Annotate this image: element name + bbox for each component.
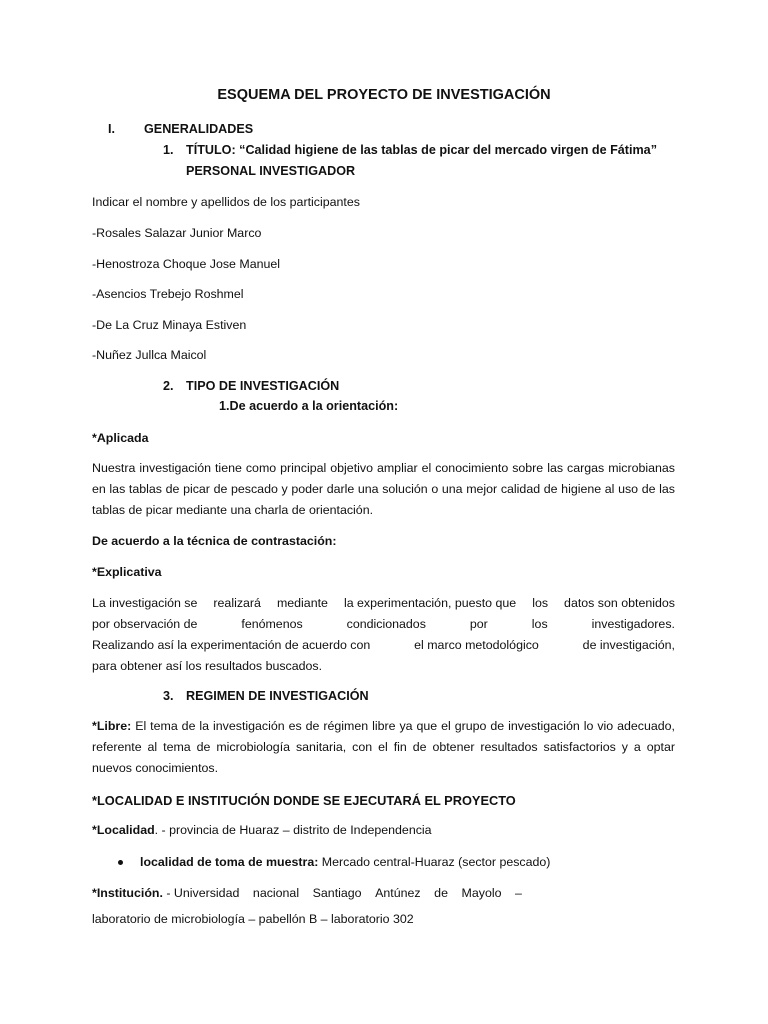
word: investigadores. [591, 617, 675, 631]
label-explicativa: *Explicativa [92, 565, 162, 579]
word: por observación de [92, 617, 198, 631]
word: Realizando así la experimentación de acuerdo con [92, 638, 371, 652]
participant-item: -Henostroza Choque Jose Manuel [92, 257, 281, 271]
word: Antúnez [375, 886, 421, 900]
word: el marco metodológico [414, 638, 539, 652]
word: de [434, 886, 448, 900]
heading-localidad-institucion: *LOCALIDAD E INSTITUCIÓN DONDE SE EJECUTARÁ EL PROYECTO [92, 793, 516, 808]
label-libre: *Libre: [92, 719, 132, 733]
paragraph-line [92, 596, 675, 610]
institucion-line-2: laboratorio de microbiología – pabellón B – laboratorio 302 [92, 912, 414, 926]
item-number-1: 1. [163, 143, 174, 157]
paragraph-line [92, 617, 675, 631]
label-institucion: *Institución. [92, 886, 163, 900]
word: Santiago [312, 886, 362, 900]
word: realizará [213, 596, 261, 610]
localidad-text: . - provincia de Huaraz – distrito de Independencia [154, 823, 432, 837]
page-title: ESQUEMA DEL PROYECTO DE INVESTIGACIÓN [217, 87, 551, 103]
participant-item: -De La Cruz Minaya Estiven [92, 318, 247, 332]
bullet-icon [118, 860, 123, 865]
word: nacional [252, 886, 300, 900]
label-localidad: *Localidad [92, 823, 155, 837]
word: – [515, 886, 522, 900]
word: de investigación, [582, 638, 675, 652]
item-number-2: 2. [163, 379, 174, 393]
paragraph-line-last: para obtener así los resultados buscados. [92, 659, 323, 673]
item-number-3: 3. [163, 689, 174, 703]
subheading-contrastacion: De acuerdo a la técnica de contrastación: [92, 534, 337, 548]
word: datos son obtenidos [564, 596, 675, 610]
paragraph-line [92, 638, 675, 652]
libre-text: El tema de la investigación es de régimen libre ya que el grupo de investigación lo vio adecuado, referente al tema de microbiología sanitaria, con el fin de obtener resultados satisfactorios y a optar nuevos conocimientos. [92, 719, 675, 775]
localidad-line [92, 823, 432, 837]
item-heading-regimen: REGIMEN DE INVESTIGACIÓN [186, 689, 369, 703]
section-heading-generalidades: GENERALIDADES [144, 122, 254, 136]
word: la experimentación, puesto que [343, 596, 517, 610]
instruction-text: Indicar el nombre y apellidos de los participantes [92, 195, 360, 209]
label-aplicada: *Aplicada [92, 431, 149, 445]
word: los [531, 617, 548, 631]
section-number: I. [108, 122, 115, 136]
institucion-line [92, 886, 522, 900]
item-heading-titulo: TÍTULO: “Calidad higiene de las tablas de picar del mercado virgen de Fátima” [186, 143, 657, 157]
word: - Universidad [166, 886, 240, 900]
subheading-orientacion: 1.De acuerdo a la orientación: [219, 399, 399, 413]
paragraph-libre [92, 716, 675, 779]
heading-personal-investigador: PERSONAL INVESTIGADOR [186, 164, 356, 178]
participant-item: -Nuñez Jullca Maicol [92, 348, 207, 362]
word: Mayolo [461, 886, 502, 900]
word: los [532, 596, 549, 610]
label-muestra: localidad de toma de muestra: [140, 855, 319, 869]
word: La investigación se [92, 596, 198, 610]
item-heading-tipo: TIPO DE INVESTIGACIÓN [186, 379, 340, 393]
bullet-item-muestra [140, 855, 550, 869]
word: fenómenos [241, 617, 303, 631]
word: condicionados [346, 617, 426, 631]
word: por [469, 617, 488, 631]
paragraph-objetivo: Nuestra investigación tiene como principal objetivo ampliar el conocimiento sobre las cargas microbianas en las tablas de picar de pescado y poder darle una solución o una mejor calidad de higiene al uso de las tablas de picar mediante una charla de orientación. [92, 461, 675, 517]
participant-item: -Asencios Trebejo Roshmel [92, 287, 244, 301]
muestra-text: Mercado central-Huaraz (sector pescado) [318, 855, 551, 869]
participant-item: -Rosales Salazar Junior Marco [92, 226, 262, 240]
word: mediante [276, 596, 328, 610]
